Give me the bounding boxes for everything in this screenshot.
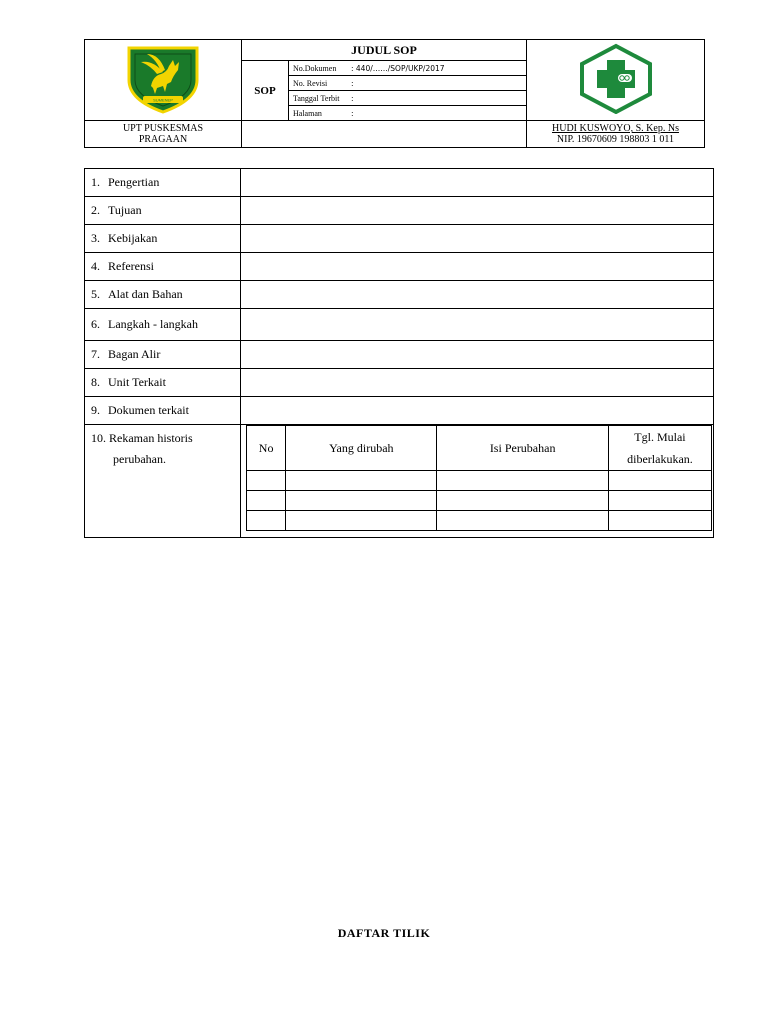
document-title: JUDUL SOP	[242, 40, 526, 61]
meta-key: No. Revisi	[293, 78, 328, 88]
section-number: 7.	[91, 347, 100, 361]
section-number: 4.	[91, 259, 100, 273]
section-row	[85, 225, 714, 253]
organization-location: PRAGAAN	[138, 134, 188, 145]
meta-key: No.Dokumen	[293, 63, 337, 73]
meta-value: :	[351, 108, 354, 118]
section-content	[241, 397, 714, 425]
signer-cell	[527, 121, 705, 148]
section-label: Referensi	[108, 259, 154, 273]
history-label-cont: perubahan.	[113, 452, 166, 466]
section-number: 5.	[91, 287, 100, 301]
section-label: Unit Terkait	[108, 375, 166, 389]
section-row	[85, 281, 714, 309]
document-info-cell	[242, 40, 527, 121]
section-label: Dokumen terkait	[108, 403, 189, 417]
col-header-no: No	[247, 426, 286, 471]
section-content	[241, 253, 714, 281]
section-number: 1.	[91, 175, 100, 189]
svg-text:SUMENEP: SUMENEP	[153, 97, 173, 102]
daftar-tilik-heading: DAFTAR TILIK	[337, 926, 431, 940]
meta-row-no-revisi	[289, 76, 526, 91]
sop-content-table	[84, 168, 714, 538]
section-row	[85, 309, 714, 341]
organization-name: UPT PUSKESMAS	[122, 123, 204, 134]
signer-nip: NIP. 19670609 198803 1 011	[556, 134, 675, 145]
emblem-cell	[85, 40, 242, 121]
section-row	[85, 341, 714, 369]
meta-key: Halaman	[293, 108, 322, 118]
section-content	[241, 281, 714, 309]
section-label: Langkah - langkah	[108, 317, 198, 331]
puskesmas-logo-icon	[576, 42, 656, 114]
history-header-row	[247, 426, 712, 471]
section-content	[241, 225, 714, 253]
history-data-row	[247, 511, 712, 531]
meta-key: Tanggal Terbit	[293, 93, 340, 103]
section-label: Tujuan	[108, 203, 142, 217]
section-content	[241, 369, 714, 397]
section-row	[85, 397, 714, 425]
history-table	[246, 425, 712, 531]
section-row	[85, 253, 714, 281]
section-number: 6.	[91, 317, 100, 331]
meta-row-halaman	[289, 106, 526, 120]
empty-cell	[242, 121, 527, 148]
meta-value: :	[351, 78, 354, 88]
section-row	[85, 197, 714, 225]
col-header-tgl-mulai: Tgl. Mulai diberlakukan.	[608, 426, 711, 471]
section-content	[241, 341, 714, 369]
document-meta	[289, 61, 526, 120]
section-label: Pengertian	[108, 175, 160, 189]
col-header-isi-perubahan: Isi Perubahan	[437, 426, 608, 471]
meta-row-tanggal-terbit	[289, 91, 526, 106]
section-number: 3.	[91, 231, 100, 245]
regency-emblem-icon	[123, 42, 203, 114]
section-content	[241, 169, 714, 197]
sop-header-table	[84, 39, 705, 148]
meta-value: : 440/……/SOP/UKP/2017	[351, 63, 445, 73]
history-data-row	[247, 471, 712, 491]
meta-value: :	[351, 93, 354, 103]
signer-name: HUDI KUSWOYO, S. Kep. Ns	[552, 123, 679, 134]
meta-row-no-dokumen	[289, 61, 526, 76]
section-label: Kebijakan	[108, 231, 158, 245]
section-label: Alat dan Bahan	[108, 287, 183, 301]
section-content	[241, 309, 714, 341]
section-number: 9.	[91, 403, 100, 417]
section-content	[241, 197, 714, 225]
section-number: 8.	[91, 375, 100, 389]
history-row	[85, 425, 714, 538]
section-number: 2.	[91, 203, 100, 217]
organization-cell	[85, 121, 242, 148]
sop-label: SOP	[242, 61, 289, 120]
section-row	[85, 369, 714, 397]
history-label: 10. Rekaman historis	[91, 431, 193, 445]
col-header-yang-dirubah: Yang dirubah	[286, 426, 437, 471]
history-data-row	[247, 491, 712, 511]
puskesmas-logo-cell	[527, 40, 705, 121]
section-row	[85, 169, 714, 197]
section-label: Bagan Alir	[108, 347, 161, 361]
